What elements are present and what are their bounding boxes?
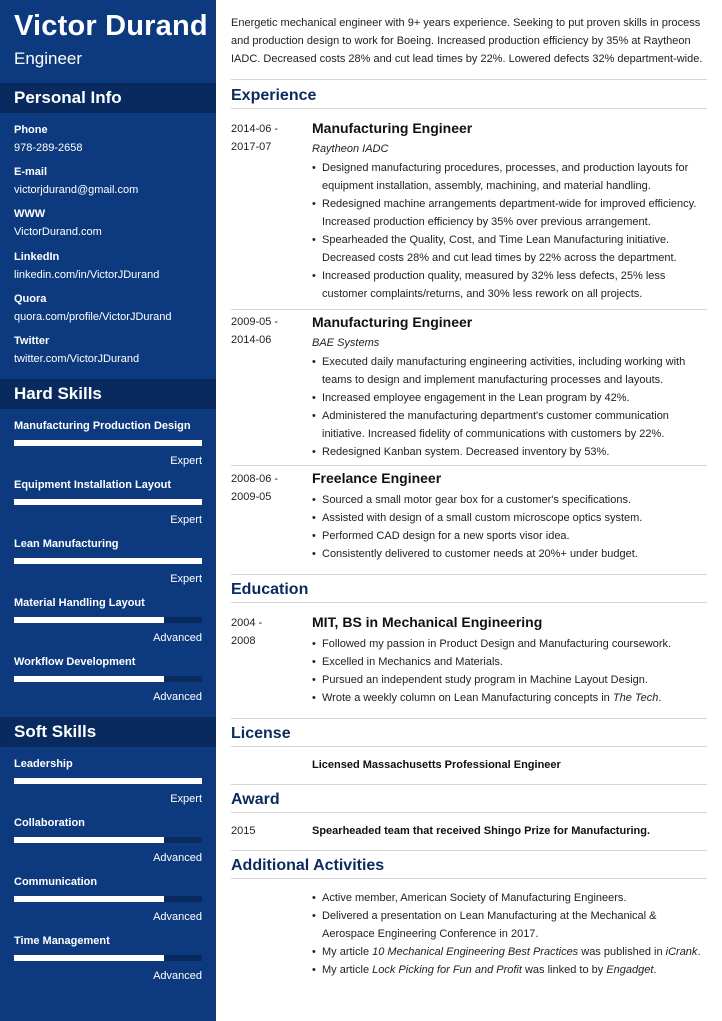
info-value-quora: quora.com/profile/VictorJDurand [14,311,172,323]
info-label-www: WWW [14,208,46,220]
text-segment: was linked to by [521,964,607,976]
sidebar [0,0,216,1021]
text-segment: was published in [578,946,666,958]
publication-name: The Tech [612,692,659,704]
skill-name: Leadership [14,758,73,770]
info-label-twitter: Twitter [14,335,50,347]
personal-info-heading: Personal Info [0,83,216,113]
list-item: • Consistently delivered to customer needs at 20%+ under budget. [312,545,707,563]
text-segment: . [658,692,662,704]
award-text: Spearheaded team that received Shingo Prize for Manufacturing. [312,825,651,837]
list-item: • Administered the manufacturing department's customer communication initiative. Increased fidelity of communications with customers by 22%. [312,407,707,443]
list-item: • Excelled in Mechanics and Materials. [312,653,707,671]
award-year: 2015 [231,825,256,837]
skill-name: Collaboration [14,817,85,829]
job-title: Freelance Engineer [312,470,442,486]
section-divider [231,79,707,80]
text-segment: . [653,964,657,976]
job-title: Manufacturing Engineer [312,314,473,330]
list-item [312,961,707,979]
job-date-start: 2014-06 - [231,123,279,135]
degree-title: MIT, BS in Mechanical Engineering [312,614,543,630]
skill-bar [14,676,202,682]
activities-heading: Additional Activities [231,857,707,879]
info-value-phone: 978-289-2658 [14,142,83,154]
list-item: • Redesigned machine arrangements department-wide for improved efficiency. Increased production efficiency by 35% over previous arrangement. [312,195,707,231]
article-title: Lock Picking for Fun and Profit [372,964,522,976]
education-heading: Education [231,581,707,603]
skill-name: Workflow Development [14,656,136,668]
skill-bar [14,955,202,961]
skill-bar-fill [14,955,164,961]
skill-level: Expert [170,514,202,526]
experience-heading: Experience [231,87,707,109]
soft-skills-heading: Soft Skills [0,717,216,747]
skill-name: Lean Manufacturing [14,538,119,550]
list-item: • Sourced a small motor gear box for a customer's specifications. [312,491,707,509]
skill-bar-fill [14,440,202,446]
edu-date-start: 2004 - [231,617,263,629]
text-segment: . [697,946,701,958]
activities-bullets [312,889,707,979]
skill-bar-fill [14,617,164,623]
skill-bar [14,558,202,564]
skill-bar-fill [14,778,202,784]
list-item: • Assisted with design of a small custom microscope optics system. [312,509,707,527]
skill-level: Advanced [153,911,202,923]
skill-bar-fill [14,499,202,505]
skill-bar-fill [14,896,164,902]
text-segment: My article [322,964,373,976]
license-heading: License [231,725,707,747]
job-bullets [312,491,707,563]
list-item: • Executed daily manufacturing engineering activities, including working with teams to design and implement manufacturing processes and layouts. [312,353,707,389]
section-divider [231,718,707,719]
job-date-end: 2009-05 [231,491,272,503]
entry-divider [231,309,707,310]
list-item: • Performed CAD design for a new sports visor idea. [312,527,707,545]
edu-bullets [312,635,707,707]
candidate-title: Engineer [14,49,83,68]
candidate-name: Victor Durand [14,10,208,42]
skill-bar [14,837,202,843]
skill-name: Equipment Installation Layout [14,479,172,491]
skill-level: Advanced [153,970,202,982]
info-label-phone: Phone [14,124,48,136]
skill-bar-fill [14,676,164,682]
publication-name: iCrank [665,946,698,958]
skill-bar [14,440,202,446]
info-label-linkedin: LinkedIn [14,251,60,263]
skill-level: Advanced [153,852,202,864]
list-item: • Increased employee engagement in the Lean program by 42%. [312,389,707,407]
text-segment: My article [322,946,373,958]
text-segment: Wrote a weekly column on Lean Manufacturing concepts in [322,692,613,704]
main-content [216,0,722,1021]
list-item: • Increased production quality, measured by 32% less defects, 25% less customer complaints/returns, and 30% less rework on all projects. [312,267,707,303]
skill-bar-fill [14,837,164,843]
job-bullets [312,353,707,461]
award-heading: Award [231,791,707,813]
section-divider [231,574,707,575]
skill-bar [14,617,202,623]
skill-bar-fill [14,558,202,564]
skill-level: Advanced [153,632,202,644]
list-item: • Redesigned Kanban system. Decreased inventory by 53%. [312,443,707,461]
list-item [312,943,707,961]
skill-name: Time Management [14,935,110,947]
info-label-quora: Quora [14,293,47,305]
info-value-email: victorjdurand@gmail.com [14,184,139,196]
info-label-email: E-mail [14,166,48,178]
list-item: • Spearheaded the Quality, Cost, and Time Lean Manufacturing initiative. Decreased costs 28% and cut lead times by 22% across the department. [312,231,707,267]
info-value-twitter: twitter.com/VictorJDurand [14,353,140,365]
hard-skills-heading: Hard Skills [0,379,216,409]
skill-bar [14,896,202,902]
job-org: BAE Systems [312,337,380,349]
job-date-start: 2009-05 - [231,316,279,328]
edu-date-end: 2008 [231,635,256,647]
section-divider [231,850,707,851]
list-item: • Delivered a presentation on Lean Manufacturing at the Mechanical & Aerospace Engineering Conference in 2017. [312,907,707,943]
info-value-www: VictorDurand.com [14,226,102,238]
skill-name: Material Handling Layout [14,597,145,609]
skill-name: Manufacturing Production Design [14,420,191,432]
skill-level: Expert [170,793,202,805]
list-item: • Pursued an independent study program in Machine Layout Design. [312,671,707,689]
job-org: Raytheon IADC [312,143,389,155]
list-item: • Active member, American Society of Manufacturing Engineers. [312,889,707,907]
job-bullets [312,159,707,303]
skill-level: Expert [170,573,202,585]
skill-name: Communication [14,876,98,888]
list-item: • Designed manufacturing procedures, processes, and production layouts for equipment installation, assembly, machining, and material handling. [312,159,707,195]
entry-divider [231,465,707,466]
job-date-end: 2017-07 [231,141,272,153]
section-divider [231,784,707,785]
skill-level: Advanced [153,691,202,703]
list-item: • Followed my passion in Product Design and Manufacturing coursework. [312,635,707,653]
job-title: Manufacturing Engineer [312,120,473,136]
license-text: Licensed Massachusetts Professional Engineer [312,759,561,771]
job-date-start: 2008-06 - [231,473,279,485]
skill-level: Expert [170,455,202,467]
skill-bar [14,499,202,505]
summary: Energetic mechanical engineer with 9+ years experience. Seeking to put proven skills in process and production design to work for Boeing. Increased production efficiency by 35% at Raytheon IADC. Decreased costs 28% and cut lead times by 22%. Lowered defects 32% department-wide. [231,17,703,65]
skill-bar [14,778,202,784]
list-item [312,689,707,707]
info-value-linkedin: linkedin.com/in/VictorJDurand [14,269,160,281]
job-date-end: 2014-06 [231,334,272,346]
publication-name: Engadget [606,964,654,976]
article-title: 10 Mechanical Engineering Best Practices [372,946,579,958]
